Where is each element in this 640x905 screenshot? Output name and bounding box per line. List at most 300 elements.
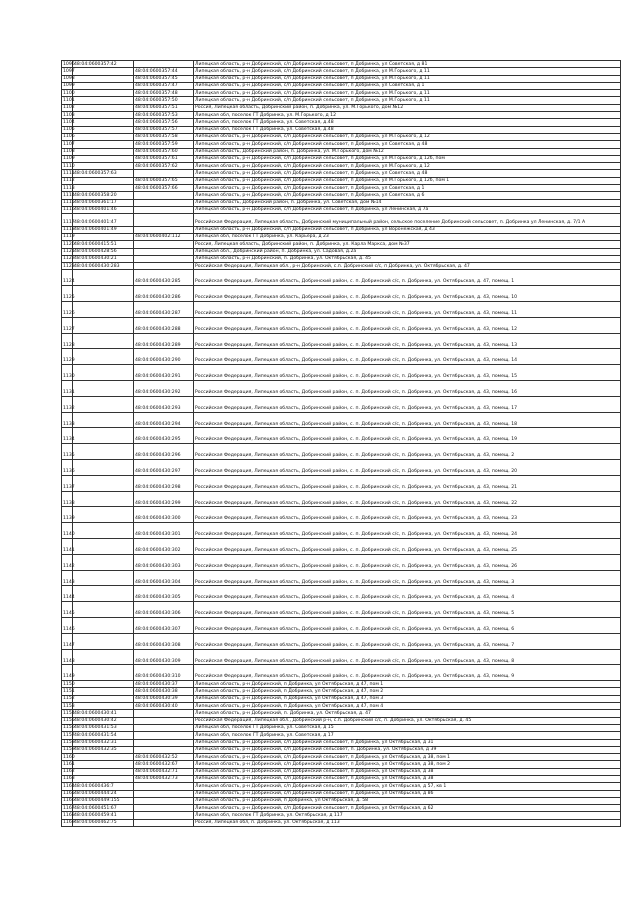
table-row [62, 199, 621, 206]
parcel-number-cell [73, 233, 134, 240]
address-cell: Российская Федерация, Липецкая область, Добринский район, с. п. Добринский с/с, п. Добринка, ул. Октябрьская, д. 43, помещ. 25 [194, 538, 621, 554]
address-cell: Российская Федерация, Липецкая область, Добринский район, с. п. Добринский с/с, п. Добринка, ул. Октябрьская, д. 43, помещ. 26 [194, 554, 621, 570]
row-number-cell: 1167 [63, 805, 75, 811]
row-number-cell: 1116 [63, 207, 75, 213]
address-cell: Липецкая область, р-н Добринский, п Добринка, ул Октябрьская, д 47, пом 1 [194, 681, 621, 688]
table-row [62, 695, 621, 702]
row-number-cell: 1122 [63, 256, 75, 262]
table-row [62, 61, 621, 68]
table-row [62, 428, 621, 444]
address-cell: Липецкая область, Добринский район, п. Добринка, ул. Советская, дом №14 [194, 199, 621, 206]
row-number-cell: 1149 [62, 665, 73, 681]
object-number-cell: 48:04:0600430:307 [134, 617, 194, 633]
parcel-number-cell [73, 163, 134, 170]
object-number-cell [134, 819, 194, 826]
parcel-number-cell: 48:04:0600401:49 [73, 226, 134, 233]
table-row [62, 82, 621, 89]
table-row [62, 248, 621, 255]
parcel-number-cell: 48:04:0600401:46 [73, 206, 134, 213]
row-number-cell: 1137 [62, 475, 73, 491]
object-number-cell: 48:04:0600432:67 [134, 761, 194, 768]
parcel-number-cell [73, 270, 134, 286]
table-row [62, 112, 621, 119]
parcel-number-cell [73, 112, 134, 119]
row-number-cell: 1119 [63, 234, 75, 240]
row-number-cell: 1143 [62, 570, 73, 586]
row-number-cell: 1099 [63, 83, 75, 89]
address-cell: Липецкая область, р-н Добринский, с/п Добринский сельсовет, п Добринка, ул Советская, д 6 [194, 192, 621, 199]
address-cell: Липецкая область, р-н Добринский, с/п Добринский сельсовет, п Добринка, ул М.Горького, д 12 [194, 133, 621, 140]
object-number-cell: 48:04:0600430:37 [134, 681, 194, 688]
object-number-cell: 48:04:0600430:285 [134, 270, 194, 286]
row-number-cell: 1141 [62, 538, 73, 554]
object-number-cell [134, 812, 194, 819]
parcel-number-cell: 48:04:0600357:63 [73, 170, 134, 177]
row-number-cell: 1127 [62, 317, 73, 333]
parcel-number-cell: 48:04:0600430:41 [73, 710, 134, 717]
object-number-cell [134, 248, 194, 255]
row-number-cell: 1165 [63, 791, 75, 797]
row-number-cell: 1164 [63, 783, 75, 789]
parcel-number-cell: 48:04:0600432:31 [73, 739, 134, 746]
table-row [62, 554, 621, 570]
row-number-cell: 1104 [63, 119, 75, 125]
table-row [62, 333, 621, 349]
address-cell: Российская Федерация, Липецкая область, Добринский район, с. п. Добринский с/с, п. Добринка, ул. Октябрьская, д. 43, помещ. 22 [194, 491, 621, 507]
table-row [62, 538, 621, 554]
parcel-number-cell [73, 148, 134, 155]
parcel-number-cell [73, 396, 134, 412]
row-number-cell: 1150 [63, 681, 75, 687]
parcel-number-cell [73, 681, 134, 688]
parcel-number-cell: 48:04:0600430:21 [73, 255, 134, 262]
object-number-cell: 48:04:0600430:288 [134, 317, 194, 333]
row-number-cell: 1151 [63, 688, 75, 694]
parcel-number-cell [73, 68, 134, 75]
table-row [62, 790, 621, 797]
address-cell: Липецкая область, р-н Добринский, с/п Добринский сельсовет, п Добринка, ул М.Горького, д 11 [194, 97, 621, 104]
parcel-number-cell [73, 633, 134, 649]
object-number-cell: 48:04:0600430:291 [134, 365, 194, 381]
address-cell: Липецкая область, р-н Добринский, с/п Добринский сельсовет, п Добринка, ул Октябрьская, д 38, пом 1 [194, 754, 621, 761]
parcel-number-cell [73, 365, 134, 381]
object-number-cell [134, 255, 194, 262]
object-number-cell: 48:04:0600430:294 [134, 412, 194, 428]
row-number-cell: 1108 [63, 149, 75, 155]
address-cell: Липецкая область, р-н Добринский, с/п Добринский сельсовет, п Добринка, ул М.Горького, д 11 [194, 90, 621, 97]
row-number-cell: 1138 [62, 491, 73, 507]
table-row [62, 214, 621, 226]
table-row [62, 163, 621, 170]
parcel-number-cell [73, 119, 134, 126]
parcel-number-cell [73, 90, 134, 97]
row-number-cell: 1154 [63, 710, 75, 716]
object-number-cell: 48:04:0600357:60 [134, 148, 194, 155]
object-number-cell: 48:04:0600357:59 [134, 141, 194, 148]
parcel-number-cell [73, 97, 134, 104]
parcel-number-cell: 48:04:0600451:67 [73, 805, 134, 812]
address-cell: Российская Федерация, Липецкая область, Добринский район, с. п. Добринский с/с, п. Добринка, ул. Октябрьская, д. 43, помещ. 19 [194, 428, 621, 444]
parcel-number-cell [73, 507, 134, 523]
address-cell: Россия, Липецкая обл, п. Добринка, ул. Октябрьская, д 113 [194, 819, 621, 826]
row-number-cell: 1155 [63, 718, 75, 724]
table-row [62, 523, 621, 539]
table-row [62, 233, 621, 240]
object-number-cell: 48:04:0600430:290 [134, 349, 194, 365]
address-cell: Липецкая обл., Добринский район, п. Добринка, ул. Садовая, д.2а [194, 248, 621, 255]
object-number-cell [134, 717, 194, 724]
address-cell: Липецкая область, р-н Добринский, с/п Добринский сельсовет, п Добринка, ул М.Горького, д 11 [194, 75, 621, 82]
object-number-cell: 48:04:0600430:39 [134, 695, 194, 702]
table-row [62, 170, 621, 177]
object-number-cell: 48:04:0600430:301 [134, 523, 194, 539]
table-row [62, 681, 621, 688]
address-cell: Липецкая область, р-н Добринский, с/п Добринский сельсовет, п Добринка, ул Советская, д 1 [194, 185, 621, 192]
table-row [62, 270, 621, 286]
row-number-cell: 1142 [62, 554, 73, 570]
row-number-cell: 1107 [63, 141, 75, 147]
address-cell: Российская Федерация, Липецкая область, Добринский район, с. п. Добринский с/с, п. Добринка, ул. Октябрьская, д. 43, помещ. 4 [194, 586, 621, 602]
parcel-number-cell: 48:04:0600357:42 [73, 61, 134, 68]
table-row [62, 710, 621, 717]
address-cell: Липецкая область, р-н Добринский, п. Добринка, ул. Октябрьская, д. 47 [194, 710, 621, 717]
row-number-cell: 1114 [63, 192, 75, 198]
address-cell: Липецкая обл, поселок ГТ Добринка, ул. М.Горького, д 12 [194, 112, 621, 119]
row-number-cell: 1168 [63, 812, 75, 818]
table-row [62, 302, 621, 318]
address-cell: Липецкая область, р-н Добринский, с/п Добринский сельсовет, п Добринка, ул Воронежская, д 43 [194, 226, 621, 233]
table-row [62, 349, 621, 365]
object-number-cell: 48:04:0600430:302 [134, 538, 194, 554]
object-number-cell: 48:04:0600430:308 [134, 633, 194, 649]
table-row [62, 255, 621, 262]
table-row [62, 783, 621, 790]
address-cell: Липецкая область, р-н Добринский, с/п Добринский сельсовет, п Добринка, ул Октябрьская, д 57, кв 1 [194, 783, 621, 790]
address-cell: Липецкая обл, поселок ГТ Добринка, ул. Советская, д 17 [194, 732, 621, 739]
address-cell: Российская Федерация, Липецкая область, Добринский район, с. п. Добринский с/с, п. Добринка, ул. Октябрьская, д. 43, помещ. 17 [194, 396, 621, 412]
object-number-cell: 48:04:0600430:293 [134, 396, 194, 412]
object-number-cell: 48:04:0600357:44 [134, 68, 194, 75]
parcel-number-cell [73, 333, 134, 349]
row-number-cell: 1162 [63, 769, 75, 775]
registry-table-body [62, 61, 621, 827]
address-cell: Липецкая область, р-н Добринский, с/п Добринский сельсовет, п Добринка, ул Советская, д 1 [194, 82, 621, 89]
parcel-number-cell [73, 380, 134, 396]
object-number-cell: 48:04:0600357:45 [134, 75, 194, 82]
row-number-cell: 1146 [62, 617, 73, 633]
address-cell: Липецкая область, р-н Добринский, п Добринка, ул Октябрьская, д 47, пом 3 [194, 695, 621, 702]
parcel-number-cell [73, 444, 134, 460]
table-row [62, 263, 621, 270]
table-row [62, 177, 621, 184]
address-cell: Российская Федерация, Липецкая обл., Добринский р-н, с.п. Добринский с/с, п. Добринка, ул. Октябрьская, д. 45 [194, 717, 621, 724]
object-number-cell [134, 739, 194, 746]
address-cell: Российская Федерация, Липецкая область, Добринский район, с. п. Добринский с/с, п. Добринка, ул. Октябрьская, д. 43, помещ. 5 [194, 602, 621, 618]
row-number-cell: 1097 [63, 68, 75, 74]
address-cell: Липецкая область, р-н Добринский, с/п Добринский сельсовет, п Добринка, ул М.Горького, д 12б, пом 1 [194, 177, 621, 184]
row-number-cell: 1126 [62, 302, 73, 318]
parcel-number-cell: 48:04:0600436:7 [73, 783, 134, 790]
parcel-number-cell: 48:04:0600430:42 [73, 717, 134, 724]
object-number-cell [134, 724, 194, 731]
table-row [62, 68, 621, 75]
address-cell: Российская Федерация, Липецкая область, Добринский район, с. п. Добринский с/с, п. Добринка, ул. Октябрьская, д. 43, помещ. 16 [194, 380, 621, 396]
table-row [62, 241, 621, 248]
row-number-cell: 1130 [62, 365, 73, 381]
row-number-cell: 1166 [63, 798, 75, 804]
object-number-cell [134, 192, 194, 199]
address-cell: Российская Федерация, Липецкая область, Добринский район, с. п. Добринский с/с, п. Добринка, ул. Октябрьская, д. 43, помещ. 15 [194, 365, 621, 381]
row-number-cell: 1109 [63, 156, 75, 162]
table-row [62, 141, 621, 148]
table-row [62, 206, 621, 213]
row-number-cell: 1160 [63, 754, 75, 760]
address-cell: Российская Федерация, Липецкая область, Добринский район, с. п. Добринский с/с, п. Добринка, ул. Октябрьская, д. 43, помещ. 11 [194, 302, 621, 318]
object-number-cell: 48:04:0600357:53 [134, 112, 194, 119]
table-row [62, 192, 621, 199]
address-cell: Россия, Липецкая область, Добринский район, п. Добринка, ул. М.Горького, дом №12 [194, 104, 621, 111]
object-number-cell: 48:04:0600430:304 [134, 570, 194, 586]
table-row [62, 775, 621, 782]
parcel-number-cell [73, 412, 134, 428]
address-cell: Липецкая область, р-н Добринский, с/п Добринский сельсовет, п Добринка, ул М.Горького, д 12б, пом [194, 155, 621, 162]
address-cell: Липецкая обл, поселок ГТ Добринка, ул. Октябрьская, д 117 [194, 812, 621, 819]
object-number-cell: 48:04:0600402:112 [134, 233, 194, 240]
address-cell: Липецкая обл, поселок ГТ Добринка, ул. Карьера, д 23 [194, 233, 621, 240]
parcel-number-cell [73, 185, 134, 192]
table-row [62, 380, 621, 396]
row-number-cell: 1145 [62, 602, 73, 618]
parcel-number-cell [73, 428, 134, 444]
address-cell: Липецкая область, р-н Добринский, п. Добринка, ул. Октябрьская, д. 45 [194, 255, 621, 262]
object-number-cell: 48:04:0600430:297 [134, 459, 194, 475]
address-cell: Российская Федерация, Липецкая область, Добринский район, с. п. Добринский с/с, п. Добринка, ул. Октябрьская, д. 43, помещ. 12 [194, 317, 621, 333]
parcel-number-cell: 48:04:0600401:47 [73, 214, 134, 226]
parcel-number-cell [73, 538, 134, 554]
table-row [62, 703, 621, 710]
table-row [62, 570, 621, 586]
object-number-cell: 48:04:0600430:298 [134, 475, 194, 491]
table-row [62, 226, 621, 233]
address-cell: Российская Федерация, Липецкая область, Добринский район, с. п. Добринский с/с, п. Добринка, ул. Октябрьская, д. 43, помещ. 10 [194, 286, 621, 302]
row-number-cell: 1098 [63, 76, 75, 82]
address-cell: Липецкая область, р-н Добринский, п Добринка, ул Октябрьская, д 47, пом 4 [194, 703, 621, 710]
object-number-cell [134, 710, 194, 717]
object-number-cell [134, 746, 194, 753]
row-number-cell: 1128 [62, 333, 73, 349]
row-number-cell: 1112 [63, 178, 75, 184]
table-row [62, 724, 621, 731]
row-number-cell: 1134 [62, 428, 73, 444]
object-number-cell [134, 805, 194, 812]
parcel-number-cell: 48:04:0600431:54 [73, 732, 134, 739]
table-row [62, 768, 621, 775]
parcel-number-cell: 48:04:0600462:75 [73, 819, 134, 826]
address-cell: Российская Федерация, Липецкая область, Добринский район, с. п. Добринский с/с, п. Добринка, ул. Октябрьская, д. 43, помещ. 23 [194, 507, 621, 523]
parcel-number-cell [73, 177, 134, 184]
object-number-cell: 48:04:0600357:47 [134, 82, 194, 89]
row-number-cell: 1115 [63, 200, 75, 206]
table-row [62, 126, 621, 133]
address-cell: Российская Федерация, Липецкая область, Добринский район, с. п. Добринский с/с, п. Добринка, ул. Октябрьская, д. 43, помещ. 2 [194, 444, 621, 460]
address-cell: Липецкая область, р-н Добринский, с/п Добринский сельсовет, п Добринка, ул Советская, д 48 [194, 141, 621, 148]
object-number-cell: 48:04:0600357:61 [134, 155, 194, 162]
row-number-cell: 1117 [62, 214, 73, 226]
row-number-cell: 1113 [63, 185, 75, 191]
object-number-cell: 48:04:0600357:66 [134, 185, 194, 192]
address-cell: Липецкая область, р-н Добринский, с/п Добринский сельсовет, п Добринка, ул Октябрьская, д 38 [194, 775, 621, 782]
address-cell: Липецкая обл, поселок ГТ Добринка, ул. Советская, д.48 [194, 119, 621, 126]
row-number-cell: 1132 [62, 396, 73, 412]
address-cell: Российская Федерация, Липецкая область, Добринский район, с. п. Добринский с/с, п. Добринка, ул. Октябрьская, д. 43, помещ. 9 [194, 665, 621, 681]
table-row [62, 812, 621, 819]
table-row [62, 133, 621, 140]
parcel-number-cell [73, 570, 134, 586]
parcel-number-cell: 48:04:0600428:56 [73, 248, 134, 255]
parcel-number-cell: 48:04:0600415:51 [73, 241, 134, 248]
object-number-cell: 48:04:0600357:48 [134, 90, 194, 97]
table-row [62, 797, 621, 804]
row-number-cell: 1121 [63, 249, 75, 255]
row-number-cell: 1100 [63, 90, 75, 96]
object-number-cell: 48:04:0600357:65 [134, 177, 194, 184]
object-number-cell: 48:04:0600357:58 [134, 133, 194, 140]
table-row [62, 649, 621, 665]
row-number-cell: 1159 [63, 747, 75, 753]
address-cell: Российская Федерация, Липецкая область, Добринский район, с. п. Добринский с/с, п. Добринка, ул. Октябрьская, д. 43, помещ. 14 [194, 349, 621, 365]
parcel-number-cell [73, 775, 134, 782]
row-number-cell: 1148 [62, 649, 73, 665]
registry-table [61, 60, 621, 827]
object-number-cell: 48:04:0600430:310 [134, 665, 194, 681]
row-number-cell: 1118 [63, 227, 75, 233]
address-cell: Липецкая область, р-н Добринский, с/п Добринский сельсовет, п Добринка, ул Октябрьская, д 86 [194, 790, 621, 797]
parcel-number-cell [73, 688, 134, 695]
address-cell: Российская Федерация, Липецкая область, Добринский район, с. п. Добринский с/с, п. Добринка, ул. Октябрьская, д. 43, помещ. 24 [194, 523, 621, 539]
parcel-number-cell: 48:04:0600358:20 [73, 192, 134, 199]
object-number-cell [134, 61, 194, 68]
object-number-cell [134, 783, 194, 790]
address-cell: Липецкая область, р-н Добринский, с/п Добринский сельсовет, п Добринка, ул Советская, д 48 [194, 170, 621, 177]
parcel-number-cell [73, 82, 134, 89]
table-row [62, 365, 621, 381]
parcel-number-cell [73, 703, 134, 710]
object-number-cell: 48:04:0600430:306 [134, 602, 194, 618]
parcel-number-cell: 48:04:0600444:24 [73, 790, 134, 797]
row-number-cell: 1124 [62, 270, 73, 286]
address-cell: Липецкая область, р-н Добринский, с/п Добринский сельсовет, п Добринка, ул М.Горького, д 11 [194, 68, 621, 75]
row-number-cell: 1135 [62, 444, 73, 460]
parcel-number-cell: 48:04:0600431:53 [73, 724, 134, 731]
table-row [62, 688, 621, 695]
row-number-cell: 1169 [63, 820, 75, 826]
row-number-cell: 1136 [62, 459, 73, 475]
object-number-cell: 48:04:0600357:50 [134, 97, 194, 104]
parcel-number-cell [73, 649, 134, 665]
row-number-cell: 1139 [62, 507, 73, 523]
object-number-cell [134, 170, 194, 177]
address-cell: Липецкая область, р-н Добринский, с/п Добринский сельсовет, п Добринка, ул Октябрьская, д 62 [194, 805, 621, 812]
parcel-number-cell [73, 286, 134, 302]
row-number-cell: 1163 [63, 776, 75, 782]
parcel-number-cell [73, 133, 134, 140]
object-number-cell: 48:04:0600430:296 [134, 444, 194, 460]
row-number-cell: 1133 [62, 412, 73, 428]
object-number-cell [134, 206, 194, 213]
object-number-cell: 48:04:0600357:62 [134, 163, 194, 170]
address-cell: Липецкая область, р-н Добринский, с/п Добринский сельсовет, п Добринка, ул Октябрьская, д 31 [194, 739, 621, 746]
object-number-cell: 48:04:0600357:57 [134, 126, 194, 133]
row-number-cell: 1144 [62, 586, 73, 602]
parcel-number-cell [73, 317, 134, 333]
table-row [62, 475, 621, 491]
address-cell: Липецкая область, р-н Добринский, с/п Добринский сельсовет, п. Добринка, ул. Октябрьская, д 39 [194, 746, 621, 753]
address-cell: Российская Федерация, Липецкая область, Добринский район, с. п. Добринский с/с, п. Добринка, ул. Октябрьская, д. 43, помещ. 21 [194, 475, 621, 491]
table-row [62, 90, 621, 97]
address-cell: Липецкая обл, поселок ГТ Добринка, ул. Советская, д 15 [194, 724, 621, 731]
table-row [62, 732, 621, 739]
table-row [62, 586, 621, 602]
address-cell: Липецкая область, р-н Добринский, с/п Добринский сельсовет, п Добринка, ул М.Горького, д 12 [194, 163, 621, 170]
table-row [62, 119, 621, 126]
object-number-cell: 48:04:0600430:309 [134, 649, 194, 665]
parcel-number-cell [73, 768, 134, 775]
parcel-number-cell [73, 554, 134, 570]
parcel-number-cell [73, 586, 134, 602]
object-number-cell [134, 226, 194, 233]
table-row [62, 412, 621, 428]
row-number-cell: 1157 [63, 732, 75, 738]
table-row [62, 665, 621, 681]
object-number-cell: 48:04:0600430:295 [134, 428, 194, 444]
object-number-cell: 48:04:0600430:287 [134, 302, 194, 318]
address-cell: Липецкая область, р-н Добринский, п Добринка, ул Октябрьская, д. 58 [194, 797, 621, 804]
table-row [62, 717, 621, 724]
object-number-cell: 48:04:0600432:73 [134, 775, 194, 782]
row-number-cell: 1111 [63, 170, 75, 176]
table-row [62, 507, 621, 523]
parcel-number-cell [73, 665, 134, 681]
object-number-cell [134, 241, 194, 248]
object-number-cell: 48:04:0600430:38 [134, 688, 194, 695]
address-cell: Липецкая обл, поселок ГТ Добринка, ул. Советская, д.48 [194, 126, 621, 133]
row-number-cell: 1120 [63, 241, 75, 247]
table-row [62, 761, 621, 768]
parcel-number-cell: 48:04:0600430:283 [73, 263, 134, 270]
address-cell: Липецкая область, Добринский район, п. Добринка, ул. М.Горького, дом №12 [194, 148, 621, 155]
row-number-cell: 1106 [63, 134, 75, 140]
parcel-number-cell [73, 126, 134, 133]
parcel-number-cell [73, 141, 134, 148]
address-cell: Российская Федерация, Липецкая область, Добринский район, с. п. Добринский с/с, п. Добринка, ул. Октябрьская, д. 43, помещ. 3 [194, 570, 621, 586]
table-row [62, 97, 621, 104]
row-number-cell: 1096 [63, 61, 75, 67]
parcel-number-cell [73, 302, 134, 318]
parcel-number-cell [73, 349, 134, 365]
table-row [62, 491, 621, 507]
object-number-cell [134, 797, 194, 804]
parcel-number-cell: 48:04:0600449:155 [73, 797, 134, 804]
table-row [62, 819, 621, 826]
address-cell: Российская Федерация, Липецкая область, Добринский муниципальный район, сельское поселение Добринский сельсовет, п. Добринка ул Ленинская, д. 7/1 А [194, 214, 621, 226]
address-cell: Липецкая область, р-н Добринский, с/п Добринский сельсовет, п Добринка, ул Октябрьская, д 38 [194, 768, 621, 775]
object-number-cell: 48:04:0600430:40 [134, 703, 194, 710]
row-number-cell: 1131 [62, 380, 73, 396]
parcel-number-cell [73, 491, 134, 507]
table-row [62, 746, 621, 753]
row-number-cell: 1158 [63, 740, 75, 745]
parcel-number-cell [73, 602, 134, 618]
